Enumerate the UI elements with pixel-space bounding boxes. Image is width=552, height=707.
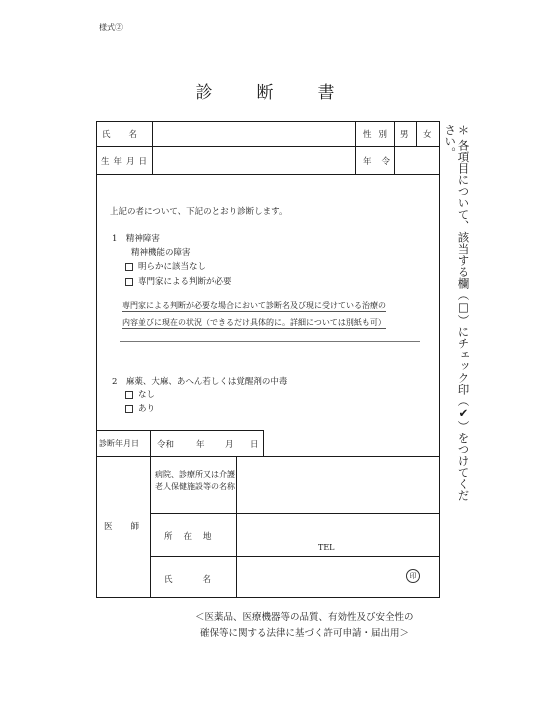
exam-date-label: 診断年月日 xyxy=(99,439,139,448)
age-field[interactable] xyxy=(396,148,438,172)
name-label: 氏名 xyxy=(102,130,156,140)
reiwa-label: 令和 xyxy=(157,440,175,450)
side-instruction: ＊ 各項目について、該当する欄（□）にチェック印（✔）をつけてください。 xyxy=(443,124,471,501)
checkbox[interactable] xyxy=(125,278,133,286)
note-line-2: 内容並びに現在の状況（できるだけ具体的に。詳細については別紙も可） xyxy=(122,318,386,327)
sex-option-male[interactable]: 男 xyxy=(400,130,409,140)
facility-name-field[interactable] xyxy=(238,458,438,512)
q2-title: 2 麻薬、大麻、あへん若しくは覚醒剤の中毒 xyxy=(112,377,288,387)
birth-date-label: 生年月日 xyxy=(101,157,152,167)
day-label: 日 xyxy=(250,440,259,450)
sex-label: 性別 xyxy=(363,130,395,140)
facility-name-label: 病院、診療所又は介護老人保健施設等の名称 xyxy=(155,470,235,491)
checkbox[interactable] xyxy=(125,263,133,271)
document-title: 診断書 xyxy=(195,83,379,103)
note-input-line[interactable] xyxy=(120,341,420,342)
q2-option-none[interactable]: なし xyxy=(125,388,155,400)
year-label: 年 xyxy=(196,440,205,450)
q1-subtitle: 精神機能の障害 xyxy=(131,248,191,258)
q1-option-expert[interactable]: 専門家による判断が必要 xyxy=(125,275,232,287)
footer-line-1: ＜医薬品、医療機器等の品質、有効性及び安全性の xyxy=(195,612,414,623)
month-label: 月 xyxy=(225,440,234,450)
footer-line-2: 確保等に関する法律に基づく許可申請・届出用＞ xyxy=(200,628,410,639)
checkbox[interactable] xyxy=(125,391,133,399)
age-label: 年令 xyxy=(363,157,401,167)
seal-mark: 印 xyxy=(406,569,420,583)
form-code: 様式② xyxy=(99,23,123,32)
doctor-name-label: 氏名 xyxy=(164,575,242,585)
checkbox[interactable] xyxy=(125,405,133,413)
birth-date-field[interactable] xyxy=(154,148,353,172)
intro-text: 上記の者について、下記のとおり診断します。 xyxy=(110,207,288,217)
q2-option-yes[interactable]: あり xyxy=(125,402,155,414)
q1-title: 1 精神障害 xyxy=(112,234,160,244)
note-line-1: 専門家による判断が必要な場合において診断名及び現に受けている治療の xyxy=(122,301,386,310)
doctor-label: 医師 xyxy=(104,522,158,532)
address-label: 所在地 xyxy=(164,532,223,542)
address-field[interactable] xyxy=(238,515,438,555)
tel-label: TEL xyxy=(318,543,335,552)
q1-option-none[interactable]: 明らかに該当なし xyxy=(125,260,206,272)
name-field[interactable] xyxy=(154,123,353,145)
sex-option-female[interactable]: 女 xyxy=(423,130,432,140)
